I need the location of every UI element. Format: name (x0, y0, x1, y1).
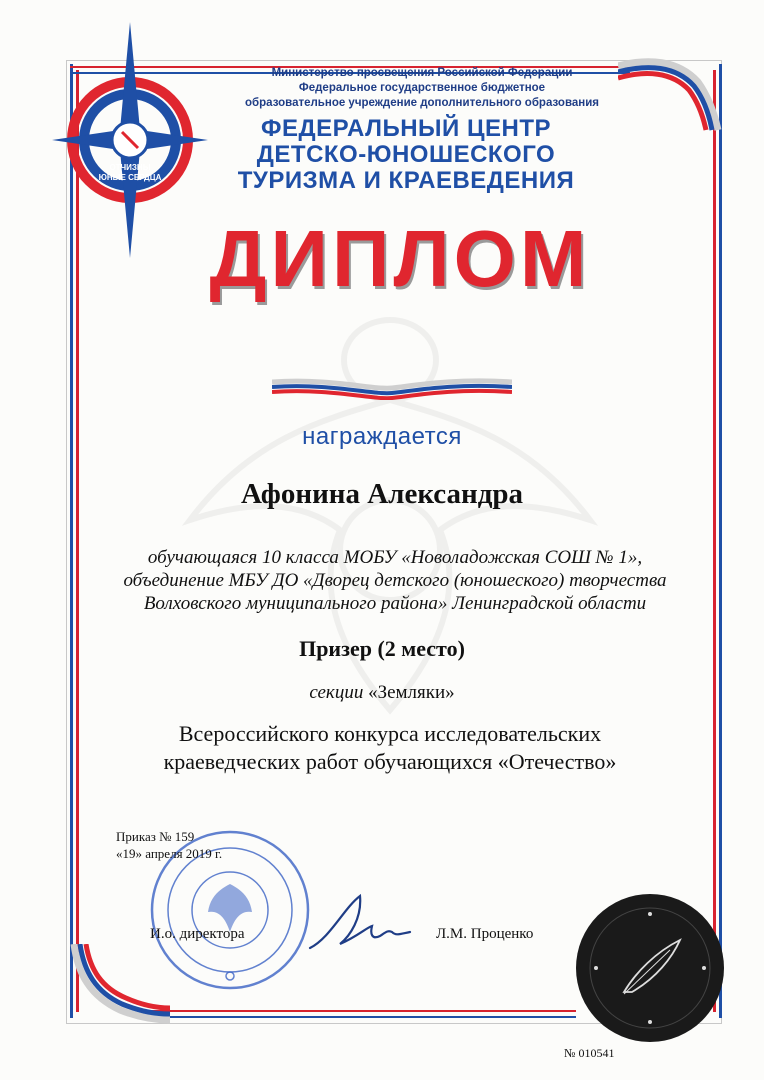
section-name: «Земляки» (368, 682, 455, 703)
signatory-name: Л.М. Проценко (436, 926, 534, 942)
prize-label: Призер (2 место) (299, 636, 465, 661)
logo-text-2: ЮНЫЕ СЕРДЦА (98, 173, 162, 182)
contest-line: краеведческих работ обучающихся «Отечество» (163, 749, 617, 774)
ribbon-top-right (618, 52, 728, 132)
frame-bottom-blue (140, 1016, 576, 1018)
ministry-line: Федеральное государственное бюджетное (298, 82, 546, 94)
section-label (0, 682, 764, 704)
ministry-line: Министерство просвещения Российской Федерации (271, 67, 573, 79)
divider-ribbon (272, 376, 512, 400)
center-name-line: ДЕТСКО-ЮНОШЕСКОГО (256, 141, 556, 168)
awarded-label: награждается (302, 423, 462, 450)
signatory-role: И.о. директора (150, 926, 245, 942)
black-seal (574, 892, 726, 1044)
description-line: Волховского муниципального района» Ленинградской области (143, 593, 647, 614)
description-line: обучающаяся 10 класса МОБУ «Новоладожская СОШ № 1», (147, 547, 643, 568)
ministry-line: образовательное учреждение дополнительного образования (245, 97, 599, 109)
contest-name (80, 720, 700, 776)
center-name-line: ФЕДЕРАЛЬНЫЙ ЦЕНТР (261, 115, 551, 142)
logo-text-1: ОТЧИЗНЫ (109, 163, 151, 172)
description-line: объединение МБУ ДО «Дворец детского (юношеского) творчества (123, 570, 667, 591)
frame-bottom-red (140, 1010, 576, 1012)
handwritten-signature (300, 888, 430, 958)
recipient-name: Афонина Александра (240, 478, 524, 510)
center-name (206, 116, 606, 194)
contest-line: Всероссийского конкурса исследовательских (178, 721, 602, 746)
order-number: Приказ № 159 (116, 829, 195, 844)
document-number: № 010541 (564, 1046, 615, 1060)
order-reference (116, 828, 222, 862)
order-date: «19» апреля 2019 г. (116, 846, 223, 861)
ministry-header (232, 66, 612, 111)
section-prefix: секции (309, 682, 364, 703)
center-name-line: ТУРИЗМА И КРАЕВЕДЕНИЯ (237, 167, 575, 194)
diploma-title: ДИПЛОМ (209, 214, 591, 303)
recipient-description (90, 546, 700, 615)
